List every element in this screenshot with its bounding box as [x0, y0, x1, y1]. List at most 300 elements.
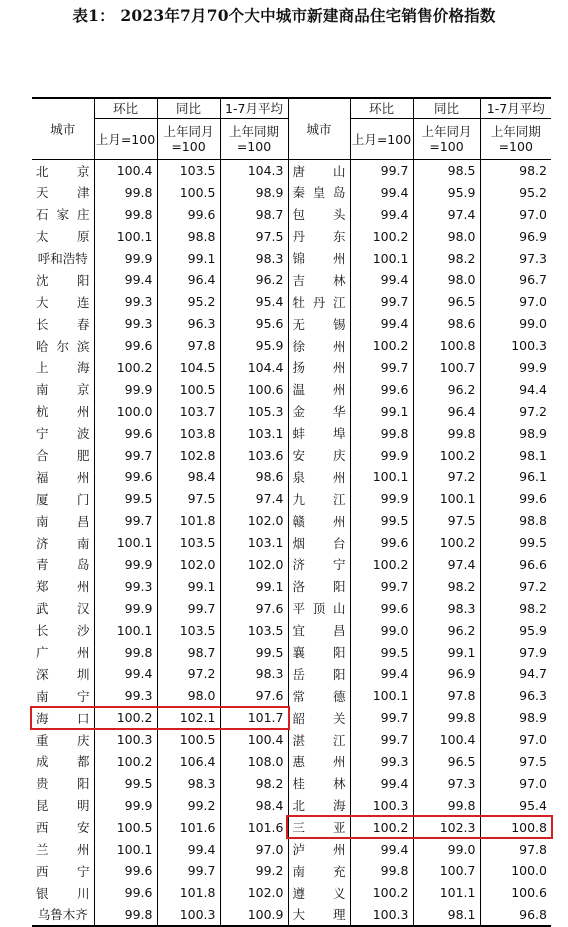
city-name-text	[36, 555, 92, 573]
city-name-text	[36, 840, 92, 858]
mom-value: 99.9	[350, 488, 413, 510]
city-char: 顶	[312, 601, 326, 617]
mom-value: 99.1	[350, 400, 413, 422]
city-name-text	[36, 884, 92, 902]
avg-value: 96.6	[519, 556, 547, 572]
city-char: 大	[36, 294, 49, 310]
mom-value: 99.3	[94, 575, 157, 597]
avg-value: 98.8	[519, 513, 547, 529]
city-char: 南	[292, 863, 306, 879]
table-row	[32, 816, 551, 838]
yoy-value: 98.6	[413, 313, 480, 335]
yoy-value: 96.4	[413, 400, 480, 422]
city-char: 林	[332, 272, 346, 288]
avg-value: 100.3	[511, 338, 547, 354]
city-name-text	[36, 380, 92, 398]
mom-value: 100.2	[350, 882, 413, 904]
avg-value: 97.3	[519, 250, 547, 266]
city-char: 头	[332, 207, 346, 223]
city-name	[32, 904, 94, 926]
city-char: 锦	[292, 251, 306, 266]
mom-value: 99.7	[94, 510, 157, 532]
table-row	[32, 378, 551, 400]
city-char: 州	[76, 579, 90, 595]
city-char: 福	[36, 469, 49, 485]
avg-value: 104.4	[220, 357, 288, 379]
city-char: 南	[36, 688, 49, 704]
city-name-text	[36, 665, 92, 683]
city-name	[32, 641, 94, 663]
city-name	[32, 444, 94, 466]
city-name-text	[36, 293, 92, 311]
avg-value: 94.4	[519, 381, 547, 397]
city-char: 庆	[332, 448, 346, 464]
yoy-value: 96.4	[157, 269, 220, 291]
city-name-text	[36, 687, 92, 705]
city-char: 合	[36, 448, 49, 464]
city-name	[32, 772, 94, 794]
city-char: 宁	[332, 557, 346, 573]
mom-value: 100.2	[350, 554, 413, 576]
city-name	[32, 554, 94, 576]
city-name-text: 乌鲁木齐	[37, 907, 88, 923]
city-char: 石	[36, 207, 49, 223]
mom-value: 99.4	[350, 313, 413, 335]
city-char: 哈	[36, 338, 49, 354]
city-name	[32, 225, 94, 247]
avg-value: 108.0	[220, 751, 288, 773]
city-char: 贵	[36, 776, 49, 792]
city-name-text	[293, 205, 348, 223]
city-char: 宜	[292, 623, 306, 639]
avg-value: 97.9	[519, 644, 547, 660]
city-name	[288, 816, 350, 838]
city-char: 州	[76, 645, 90, 661]
city-char: 门	[76, 491, 90, 507]
yoy-value: 100.2	[413, 444, 480, 466]
city-name-text	[293, 709, 348, 727]
city-char: 北	[292, 798, 306, 814]
avg-value: 95.4	[519, 797, 547, 813]
yoy-value: 100.5	[157, 378, 220, 400]
table-row	[32, 575, 551, 597]
city-char: 山	[332, 163, 346, 179]
city-char: 扬	[292, 360, 306, 376]
city-char: 京	[76, 382, 90, 398]
mom-value: 99.9	[94, 378, 157, 400]
avg-value: 102.0	[220, 510, 288, 532]
city-char: 州	[76, 842, 90, 858]
yoy-value: 102.1	[157, 707, 220, 729]
header-mom-left: 环比	[94, 98, 157, 119]
yoy-value: 97.5	[413, 510, 480, 532]
city-char: 安	[76, 820, 90, 836]
city-name	[32, 422, 94, 444]
mom-value: 99.4	[350, 663, 413, 685]
city-name	[288, 532, 350, 554]
avg-value: 98.2	[220, 772, 288, 794]
mom-value: 100.3	[350, 904, 413, 926]
city-name	[288, 378, 350, 400]
avg-value: 98.3	[220, 663, 288, 685]
city-char: 亚	[332, 820, 346, 836]
mom-value: 99.9	[94, 247, 157, 269]
mom-value: 99.8	[350, 422, 413, 444]
yoy-value: 101.8	[157, 510, 220, 532]
city-char: 津	[76, 185, 90, 201]
city-char: 江	[332, 491, 346, 507]
city-char: 秦	[292, 185, 306, 201]
yoy-value: 98.3	[157, 772, 220, 794]
mom-value: 99.6	[350, 532, 413, 554]
table-body	[32, 160, 551, 926]
city-char: 德	[332, 688, 346, 704]
city-name-text	[36, 643, 92, 661]
yoy-value: 98.0	[157, 685, 220, 707]
avg-value: 99.9	[519, 359, 547, 375]
yoy-value: 100.2	[413, 532, 480, 554]
city-char: 华	[332, 404, 346, 420]
city-char: 台	[332, 535, 346, 551]
city-name	[32, 400, 94, 422]
city-name-text	[36, 446, 92, 464]
city-char: 汉	[76, 601, 90, 617]
mom-value: 99.5	[350, 510, 413, 532]
city-char: 岛	[76, 557, 90, 573]
avg-value: 97.6	[220, 685, 288, 707]
table-title: 表1： 2023年7月70个大中城市新建商品住宅销售价格指数	[72, 6, 496, 25]
city-name	[32, 685, 94, 707]
city-char: 昌	[332, 623, 346, 639]
yoy-value: 103.5	[157, 532, 220, 554]
avg-value: 97.0	[519, 775, 547, 791]
city-name	[32, 160, 94, 182]
table-row	[32, 422, 551, 444]
yoy-value: 95.9	[413, 181, 480, 203]
mom-value: 99.6	[350, 378, 413, 400]
header-yoy-base-right	[413, 119, 480, 160]
table-row	[32, 181, 551, 203]
city-name	[32, 751, 94, 773]
avg-value: 98.2	[519, 163, 547, 179]
city-name-text	[293, 227, 348, 245]
yoy-value: 95.2	[157, 291, 220, 313]
table-row	[32, 772, 551, 794]
city-char: 庄	[76, 207, 90, 223]
yoy-value: 97.8	[157, 335, 220, 357]
city-char: 口	[76, 710, 90, 726]
mom-value: 99.5	[350, 641, 413, 663]
yoy-value: 97.3	[413, 772, 480, 794]
yoy-value: 100.7	[413, 357, 480, 379]
avg-value: 104.3	[220, 160, 288, 182]
city-name-text	[36, 337, 92, 355]
city-name	[288, 335, 350, 357]
table-row	[32, 707, 551, 729]
city-name	[288, 444, 350, 466]
city-char: 上	[36, 360, 49, 376]
city-char: 大	[292, 907, 306, 923]
city-char: 三	[292, 820, 306, 836]
city-name	[288, 729, 350, 751]
header-avg-left: 1-7月平均	[220, 98, 288, 119]
city-name-text	[293, 490, 348, 508]
avg-value: 97.0	[519, 206, 547, 222]
city-name	[32, 882, 94, 904]
city-char: 徐	[292, 338, 306, 354]
city-name-text	[36, 862, 92, 880]
mom-value: 99.8	[350, 860, 413, 882]
city-char: 阳	[332, 579, 346, 595]
yoy-value: 100.8	[413, 335, 480, 357]
city-char: 吉	[292, 272, 306, 288]
city-char: 安	[292, 448, 306, 464]
city-char: 江	[332, 732, 346, 748]
city-name	[32, 619, 94, 641]
city-name-text	[36, 468, 92, 486]
city-name-text	[36, 752, 92, 770]
mom-value: 99.6	[94, 335, 157, 357]
city-char: 南	[76, 535, 90, 551]
avg-value: 102.0	[220, 882, 288, 904]
city-char: 海	[36, 710, 49, 726]
city-char: 皇	[312, 185, 326, 201]
city-name-text	[293, 512, 348, 530]
city-name-text	[36, 774, 92, 792]
city-name-text	[36, 599, 92, 617]
city-name-text	[36, 818, 92, 836]
city-name-text	[293, 818, 348, 836]
city-name	[32, 707, 94, 729]
city-name	[288, 291, 350, 313]
yoy-value: 99.7	[157, 597, 220, 619]
avg-value: 97.5	[519, 753, 547, 769]
city-char: 宁	[76, 688, 90, 704]
avg-value: 101.6	[220, 816, 288, 838]
avg-value: 103.5	[220, 619, 288, 641]
mom-value: 99.7	[350, 357, 413, 379]
yoy-value: 100.5	[157, 729, 220, 751]
city-name	[32, 247, 94, 269]
city-char: 埠	[332, 426, 346, 442]
city-name-text	[36, 227, 92, 245]
city-char: 东	[332, 229, 346, 245]
yoy-value: 98.0	[413, 269, 480, 291]
city-name-text	[36, 512, 92, 530]
city-name-text	[293, 293, 348, 311]
yoy-value: 97.4	[413, 554, 480, 576]
city-name-text	[293, 774, 348, 792]
mom-value: 100.1	[350, 685, 413, 707]
mom-value: 99.9	[94, 597, 157, 619]
city-char: 青	[36, 557, 49, 573]
city-char: 天	[36, 185, 49, 201]
mom-value: 100.2	[94, 357, 157, 379]
city-char: 明	[76, 798, 90, 814]
city-char: 原	[76, 229, 90, 245]
yoy-value: 99.1	[413, 641, 480, 663]
city-name	[288, 904, 350, 926]
yoy-value: 96.2	[413, 378, 480, 400]
city-name	[288, 751, 350, 773]
avg-value: 99.0	[519, 316, 547, 332]
avg-value: 100.4	[220, 729, 288, 751]
city-char: 常	[292, 688, 306, 704]
city-name	[32, 838, 94, 860]
mom-value: 99.3	[94, 313, 157, 335]
city-char: 襄	[292, 645, 306, 661]
city-name	[288, 685, 350, 707]
city-name-text	[293, 446, 348, 464]
avg-value: 103.1	[220, 532, 288, 554]
mom-value: 100.2	[350, 816, 413, 838]
city-char: 牡	[292, 294, 306, 310]
mom-value: 99.6	[350, 597, 413, 619]
city-name	[32, 313, 94, 335]
city-name-text	[293, 687, 348, 705]
mom-value: 99.7	[350, 729, 413, 751]
city-name-text	[293, 315, 348, 333]
city-name-text: 呼和浩特	[37, 251, 88, 266]
avg-value: 98.1	[519, 447, 547, 463]
city-char: 杭	[36, 404, 49, 420]
city-name	[32, 378, 94, 400]
mom-value: 99.7	[350, 160, 413, 182]
mom-value: 99.7	[94, 444, 157, 466]
yoy-value: 96.3	[157, 313, 220, 335]
table-row	[32, 794, 551, 816]
table-row	[32, 860, 551, 882]
city-name	[32, 203, 94, 225]
city-char: 沈	[36, 272, 49, 288]
city-name-text	[36, 796, 92, 814]
avg-value: 99.5	[220, 641, 288, 663]
mom-value: 100.3	[350, 794, 413, 816]
avg-value: 98.9	[220, 181, 288, 203]
table-row	[32, 203, 551, 225]
city-name	[32, 269, 94, 291]
city-name-text	[293, 402, 348, 420]
city-name-text	[293, 752, 348, 770]
city-char: 昌	[76, 513, 90, 529]
mom-value: 99.8	[94, 181, 157, 203]
mom-value: 100.5	[94, 816, 157, 838]
city-char: 州	[332, 842, 346, 858]
city-name-text	[36, 358, 92, 376]
avg-value: 99.2	[220, 860, 288, 882]
yoy-value: 97.2	[413, 466, 480, 488]
city-char: 理	[332, 907, 346, 923]
table-row	[32, 729, 551, 751]
city-name-text	[36, 162, 92, 180]
avg-value: 97.0	[220, 838, 288, 860]
yoy-value: 99.2	[157, 794, 220, 816]
city-char: 烟	[292, 535, 306, 551]
avg-value: 97.0	[519, 294, 547, 310]
city-name	[288, 422, 350, 444]
mom-value: 100.1	[350, 466, 413, 488]
yoy-value: 98.0	[413, 225, 480, 247]
avg-value: 102.0	[220, 554, 288, 576]
city-char: 川	[76, 885, 90, 901]
city-char: 岛	[332, 185, 346, 201]
yoy-value: 100.4	[413, 729, 480, 751]
mom-value: 100.2	[350, 225, 413, 247]
city-char: 泸	[292, 842, 306, 858]
city-name-text	[36, 183, 92, 201]
mom-value: 100.2	[350, 335, 413, 357]
city-name	[32, 181, 94, 203]
table-row	[32, 532, 551, 554]
avg-value: 100.8	[511, 819, 547, 835]
mom-value: 100.1	[94, 619, 157, 641]
header-yoy-left: 同比	[157, 98, 220, 119]
avg-value: 100.9	[220, 904, 288, 926]
yoy-value: 102.0	[157, 554, 220, 576]
city-name	[32, 488, 94, 510]
city-char: 西	[36, 820, 49, 836]
city-name	[288, 838, 350, 860]
city-char: 庆	[76, 732, 90, 748]
city-char: 湛	[292, 732, 306, 748]
city-name-text	[36, 490, 92, 508]
mom-value: 100.1	[94, 838, 157, 860]
avg-value: 94.7	[519, 666, 547, 682]
yoy-value: 99.0	[413, 838, 480, 860]
avg-value: 98.3	[220, 247, 288, 269]
city-name	[288, 663, 350, 685]
table-row	[32, 619, 551, 641]
city-char: 南	[36, 382, 49, 398]
city-name-text	[36, 731, 92, 749]
yoy-value: 100.7	[413, 860, 480, 882]
city-name-text	[293, 555, 348, 573]
yoy-value: 99.4	[157, 838, 220, 860]
city-name-text	[293, 358, 348, 376]
city-name	[288, 269, 350, 291]
city-char: 岳	[292, 666, 306, 682]
table-row	[32, 882, 551, 904]
yoy-value: 98.2	[413, 575, 480, 597]
mom-value: 99.8	[94, 904, 157, 926]
city-name	[288, 772, 350, 794]
yoy-value: 97.2	[157, 663, 220, 685]
header-yoy-right: 同比	[413, 98, 480, 119]
yoy-value: 96.2	[413, 619, 480, 641]
city-name-text	[36, 577, 92, 595]
yoy-value: 98.2	[413, 247, 480, 269]
header-yoy-base-text: 上年同月=100	[163, 124, 214, 154]
city-char: 赣	[292, 513, 306, 529]
city-name	[288, 882, 350, 904]
city-char: 厦	[36, 491, 49, 507]
mom-value: 99.4	[350, 181, 413, 203]
city-name	[288, 794, 350, 816]
city-char: 平	[292, 601, 306, 617]
yoy-value: 102.3	[413, 816, 480, 838]
city-char: 州	[76, 469, 90, 485]
mom-value: 99.6	[94, 882, 157, 904]
city-name	[288, 597, 350, 619]
avg-value: 96.3	[519, 688, 547, 704]
yoy-value: 96.5	[413, 751, 480, 773]
city-name-text	[293, 162, 348, 180]
city-char: 南	[36, 513, 49, 529]
mom-value: 99.9	[94, 794, 157, 816]
city-name	[32, 466, 94, 488]
city-name	[288, 225, 350, 247]
table-row	[32, 225, 551, 247]
